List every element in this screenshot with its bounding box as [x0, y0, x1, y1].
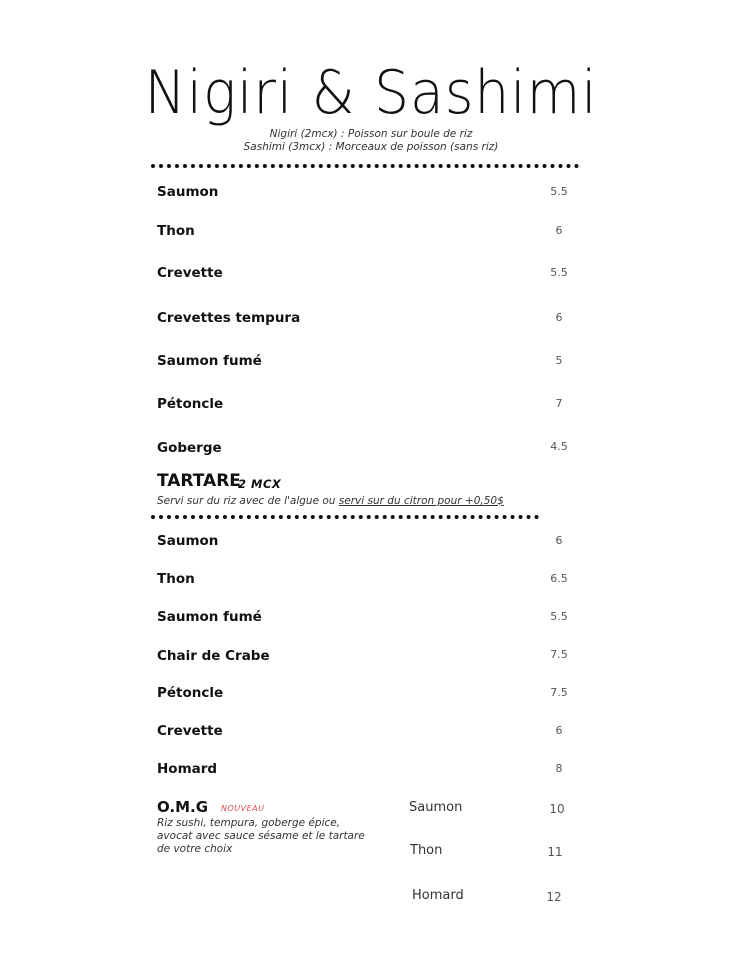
menu-item-price: 6 [555, 724, 563, 737]
menu-item-name: Chair de Crabe [157, 648, 270, 664]
section-note-underlined: servi sur du citron pour +0,50$ [338, 495, 504, 507]
divider-dotted-top [151, 164, 579, 168]
menu-item-name: Homard [157, 761, 218, 777]
menu-item-name: Pétoncle [157, 685, 224, 701]
menu-item-name: Saumon [157, 184, 219, 200]
menu-item-price: 7 [555, 397, 563, 410]
menu-item-price: 6.5 [550, 572, 568, 585]
menu-item-name: Crevette [157, 265, 223, 281]
omg-option-name: Saumon [409, 800, 463, 815]
menu-item-name: Thon [157, 571, 195, 587]
menu-item-name: Saumon [157, 533, 219, 549]
section-title-tartare: TARTARE [157, 471, 241, 491]
divider-dotted-tartare [151, 515, 539, 519]
menu-item-price: 6 [555, 224, 563, 237]
menu-item-price: 5.5 [550, 266, 568, 279]
omg-title: O.M.G [157, 798, 209, 816]
menu-item-price: 6 [555, 534, 563, 547]
omg-description: Riz sushi, tempura, goberge épice, avocat avec sauce sésame et le tartare de votre choix [157, 817, 365, 855]
menu-item-price: 6 [555, 311, 563, 324]
section-tag-pieces: 2 MCX [238, 477, 282, 491]
subtitle-nigiri: Nigiri (2mcx) : Poisson sur boule de riz [269, 128, 473, 140]
menu-item-name: Crevettes tempura [157, 310, 301, 326]
menu-item-name: Saumon fumé [157, 353, 262, 369]
menu-item-name: Pétoncle [157, 396, 224, 412]
omg-option-name: Thon [410, 843, 443, 858]
omg-option-price: 11 [547, 845, 563, 859]
omg-option-price: 12 [546, 890, 562, 904]
menu-item-price: 7.5 [550, 648, 568, 661]
menu-item-price: 5.5 [550, 185, 568, 198]
omg-option-name: Homard [412, 888, 464, 903]
menu-item-price: 7.5 [550, 686, 568, 699]
omg-option-price: 10 [549, 802, 565, 816]
section-note-text: Servi sur du riz avec de l'algue ou [157, 495, 339, 507]
page-title: Nigiri & Sashimi [144, 58, 598, 128]
menu-item-name: Goberge [157, 440, 222, 456]
new-badge: NOUVEAU [221, 804, 265, 813]
menu-item-price: 4.5 [550, 440, 568, 453]
subtitle-sashimi: Sashimi (3mcx) : Morceaux de poisson (sans riz) [243, 141, 499, 153]
menu-item-price: 5.5 [550, 610, 568, 623]
menu-item-price: 5 [555, 354, 563, 367]
menu-item-price: 8 [555, 762, 563, 775]
menu-item-name: Crevette [157, 723, 223, 739]
menu-item-name: Saumon fumé [157, 609, 262, 625]
menu-item-name: Thon [157, 223, 195, 239]
section-note [157, 495, 504, 507]
